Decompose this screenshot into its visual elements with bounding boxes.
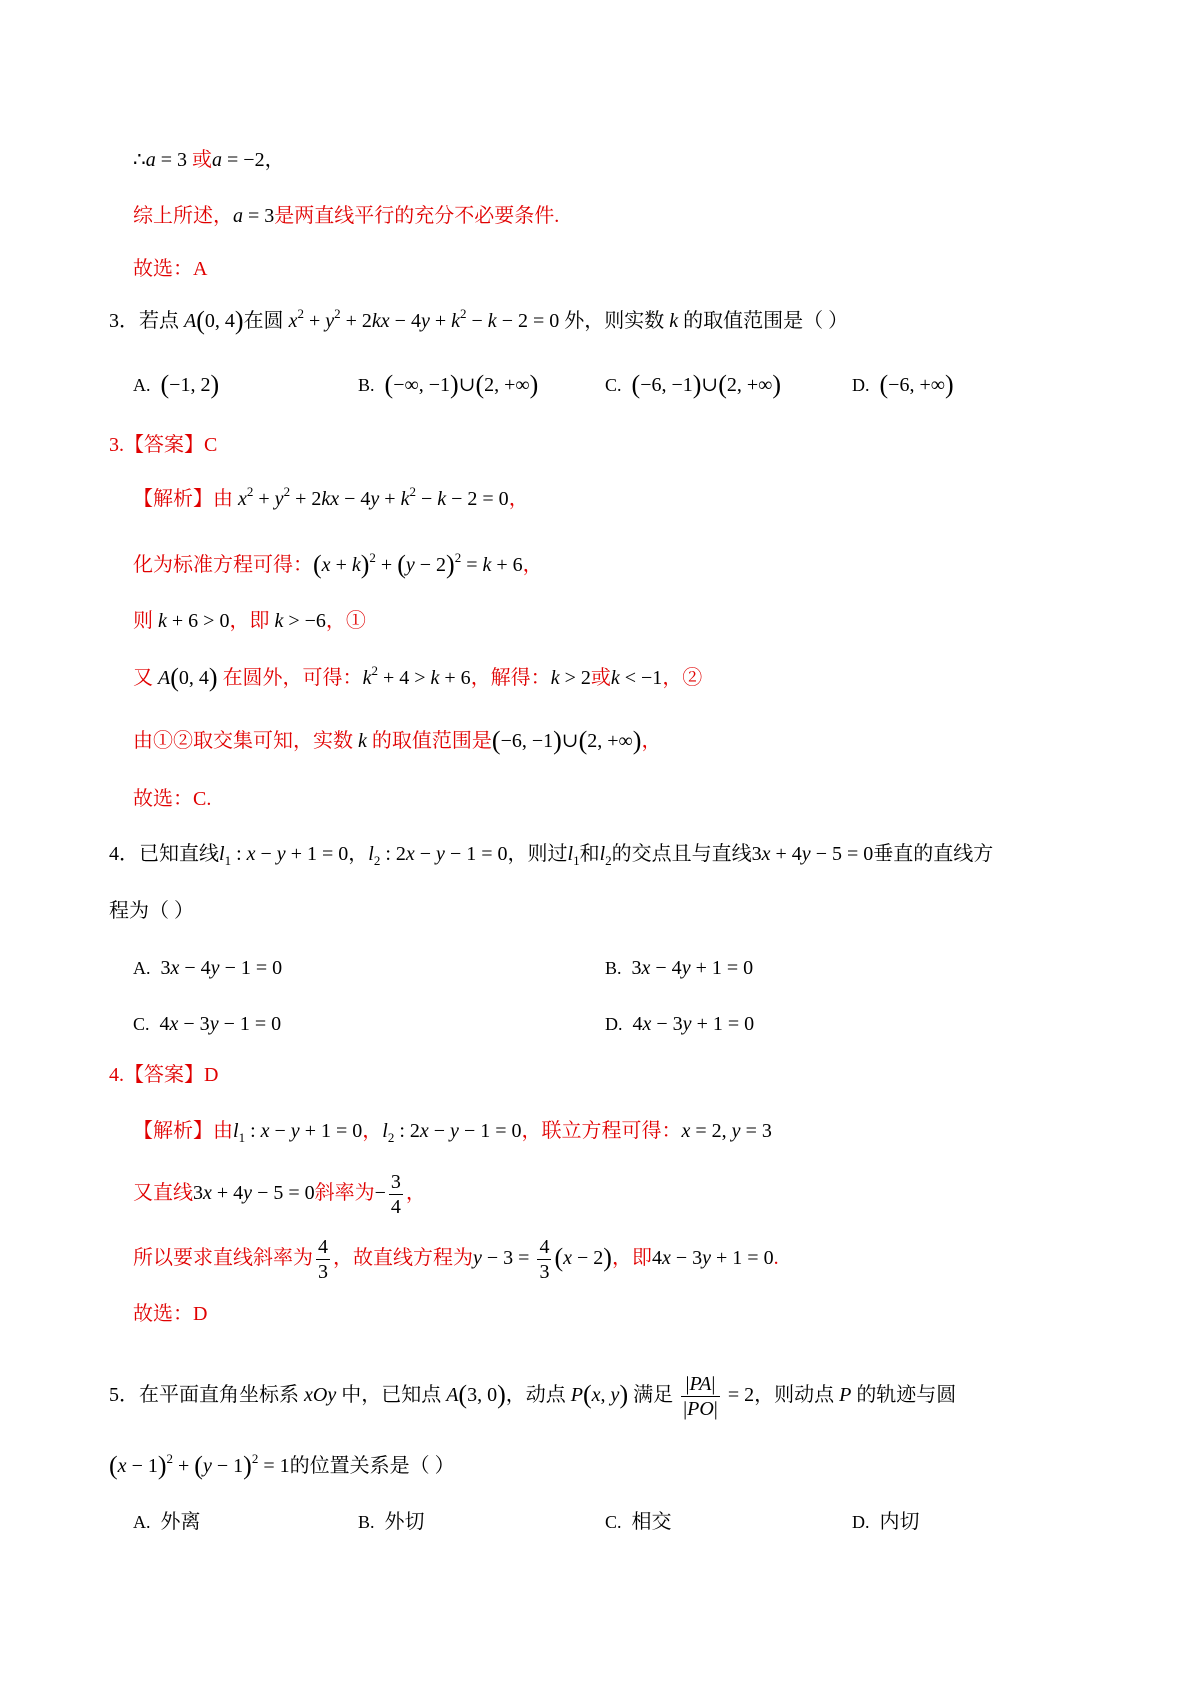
q3-option-a[interactable]: A. (−1, 2) xyxy=(133,370,220,399)
q4-option-d[interactable]: D. 4x − 3y + 1 = 0 xyxy=(605,1013,755,1035)
q4-option-c[interactable]: C. 4x − 3y − 1 = 0 xyxy=(133,1013,282,1035)
q5-option-d[interactable]: D. 内切 xyxy=(852,1511,920,1533)
q5-option-c[interactable]: C. 相交 xyxy=(605,1511,672,1533)
q3-analysis-line2: 化为标准方程可得：$(x + k)^2 + (y - 2)^2 = k + 6$， xyxy=(133,550,543,579)
q3-analysis-line1: 【解析】由 $x^2 + y^2 + 2kx - 4y + k^2 - k - 2 = 0$， xyxy=(133,484,529,510)
q4-analysis-line1: 【解析】由$l_1$ : x − y + 1 = 0，$l_2$ : 2x − y − 1 = 0，联立方程可得：x = 2, y = 3 xyxy=(133,1120,772,1145)
q3-conclusion: 故选：C. xyxy=(133,788,212,810)
q3-analysis-line5: 由①②取交集可知，实数 k 的取值范围是(−6, −1)∪(2, +∞)， xyxy=(133,726,662,755)
q5-stem-line1: 5．在平面直角坐标系 xOy 中，已知点 A(3, 0)，动点 P(x, y) 满足 $\frac{|PA|}{|PO|}$ = 2，则动点 P 的轨迹与圆 xyxy=(109,1373,957,1420)
q4-analysis-line3: 所以要求直线斜率为 $\frac{4}{3}$ ，故直线方程为y − 3 = $\frac{4}{3}$ (x − 2)，即4x − 3y + 1 = 0. xyxy=(133,1236,779,1283)
q4-stem-line2: 程为（ ） xyxy=(109,900,194,922)
q3-answer: 3.【答案】C xyxy=(109,434,218,456)
q5-option-a[interactable]: A. 外离 xyxy=(133,1511,201,1533)
q4-stem-line1: 4．已知直线$l_1$ : x − y + 1 = 0，$l_2$ : 2x − y − 1 = 0，则过$l_1$和$l_2$的交点且与直线3x + 4y − 5 = 0垂直的直线方 xyxy=(109,843,994,868)
q3-option-d[interactable]: D. (−6, +∞) xyxy=(852,370,954,399)
q4-conclusion: 故选：D xyxy=(133,1303,208,1325)
q3-stem: 3．若点 A(0, 4)在圆 $x^2 + y^2 + 2kx - 4y + k^2 - k - 2 = 0$ 外，则实数 k 的取值范围是（ ） xyxy=(109,306,849,335)
q5-option-b[interactable]: B. 外切 xyxy=(358,1511,425,1533)
q3-analysis-line4: 又 A(0, 4) 在圆外，可得：$k^2 + 4 > k + 6$，解得：k > 2或k < −1，② xyxy=(133,663,703,692)
q4-analysis-line2: 又直线3x + 4y − 5 = 0斜率为− $\frac{3}{4}$ ， xyxy=(133,1171,426,1218)
q3-analysis-line3: 则 k + 6 > 0，即 k > −6，① xyxy=(133,610,366,632)
q2-tail-conclusion: 故选：A xyxy=(133,258,208,280)
q2-tail-line2: 综上所述，a = 3是两直线平行的充分不必要条件. xyxy=(133,205,560,227)
q4-option-b[interactable]: B. 3x − 4y + 1 = 0 xyxy=(605,957,754,979)
q3-option-b[interactable]: B. (−∞, −1)∪(2, +∞) xyxy=(358,370,539,399)
q4-option-a[interactable]: A. 3x − 4y − 1 = 0 xyxy=(133,957,283,979)
q4-answer: 4.【答案】D xyxy=(109,1064,219,1086)
q2-tail-line1: ∴a = 3 或a = −2， xyxy=(133,149,285,171)
q5-stem-line2: $(x - 1)^2 + (y - 1)^2 = 1$的位置关系是（ ） xyxy=(109,1451,455,1480)
q3-option-c[interactable]: C. (−6, −1)∪(2, +∞) xyxy=(605,370,782,399)
